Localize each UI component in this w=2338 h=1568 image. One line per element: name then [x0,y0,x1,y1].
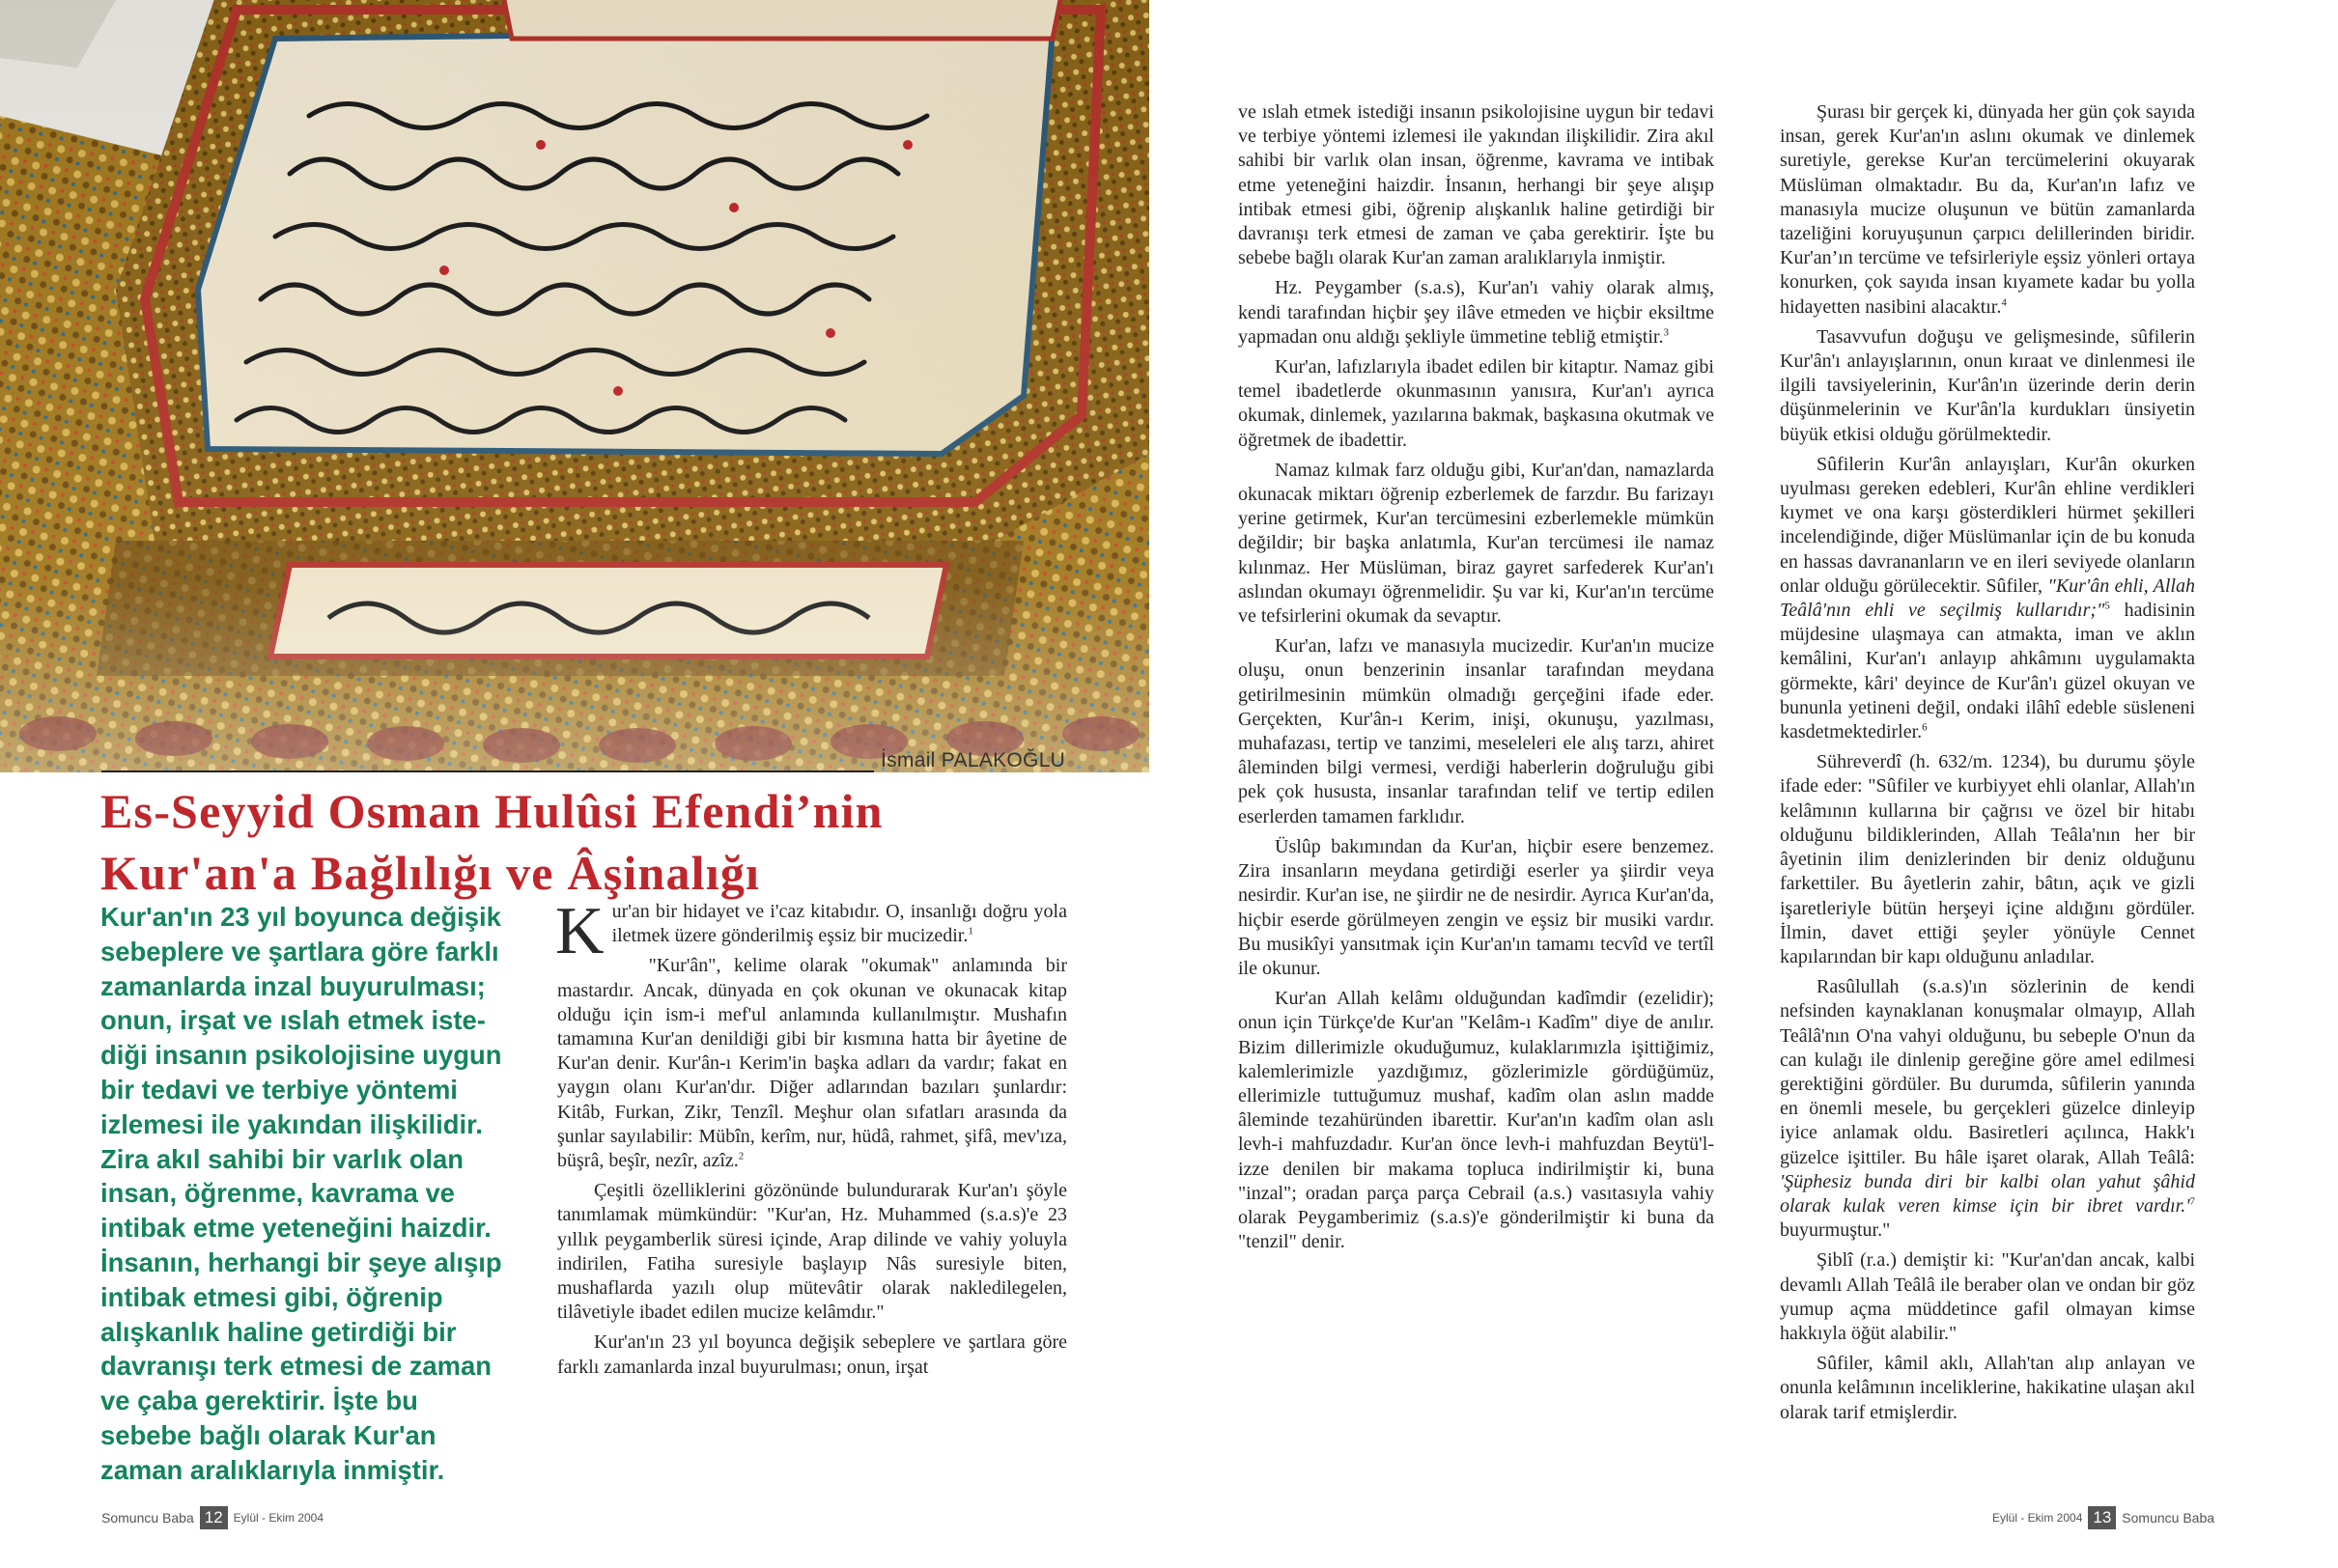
lead-line: Zira akıl sahibi bir varlık olan [100,1143,465,1174]
article-title-line-2: Kur'an'a Bağlılığı ve Âşinalığı [100,846,761,900]
illuminated-manuscript-image [0,0,1149,772]
footnote-ref: 6 [1922,721,1928,734]
paragraph: Kur'an, lafzı ve manasıyla mucizedir. Kur'an'ın mucize oluşu, onun benzerinin insanlar tarafından meydana getirilmesinin mümkün olmadığı gerçeğini ifade eder. Gerçekten, Kur'ân-ı Kerim, inişi, okunuşu, yazılması, muhafazası, tertip ve tanzimi, meseleleri ele alış tarzı, ahiret âleminden bilgi vermesi, verdiği haberlerin doğruluğu gibi pek çok hususta, insanlar tarafından telif ve tertip edilen eserlerden tamamen farklıdır. [1238,635,1714,827]
lead-line: onun, irşat ve ıslah etmek iste- [100,1005,486,1036]
paragraph: Hz. Peygamber (s.a.s), Kur'an'ı vahiy olarak almış, kendi tarafından hiçbir şey ilâve etmeden ve hiçbir eksiltme yapmadan onu aldığı şekliyle ümmetine tebliğ etmiştir.$^3$ [1238,277,1714,348]
footnote-ref: 5 [2104,600,2110,612]
author-name: İsmail PALAKOĞLU [881,749,1066,771]
paragraph: Çeşitli özelliklerini gözönünde bulundurarak Kur'an'ı şöyle tanımlamak mümkündür: "Kur'an, Hz. Muhammed (s.a.s)'e 23 yıllık peygamberlik süresi içinde, Arap dilinde ve vahiy yoluyla indirilen, Fatiha suresiyle başlayıp Nâs suresiyle biten, mushaflarda yazılı olup mütevâtir olarak nakledilegelen, tilâvetiyle ibadet edilen mucize kelâmdır." [557,1180,1067,1324]
footnote-ref: 4 [2001,295,2007,308]
lead-line: sebebe bağlı olarak Kur'an [100,1419,437,1450]
footer-left [101,1506,324,1529]
paragraph: Sûfilerin Kur'ân anlayışları, Kur'ân okurken uyulması gereken edebleri, Kur'ân ehline verdikleri kıymet ve ona karşı gösterdikleri hürmet şekilleri incelendiğinde, diğer Müslümanlar için de bu konuda en hassas davrananların ve en ileri seviyede olanların onlar olduğu görülecektir. Sûfiler, "Kur'ân ehli, Allah Teâlâ'nın ehli ve seçilmiş kullarıdır;"$^5$ hadisinin müjdesine ulaşmaya can atmakta, iman ve aklın kemâlini, Kur'an'ı anlayıp ahkâmını uygulamakta görmekte, kâri' deyince de Kur'ân'ı güzel okuyan ve bununla yetineni değil, ondaki ilâhî edeble süsleneni kasdetmektedirler.$^6$ [1780,453,2196,743]
paragraph: Şiblî (r.a.) demiştir ki: "Kur'an'dan ancak, kalbi devamlı Allah Teâlâ ile beraber olan ve ondan bir göz yumup açma müddetince gafil olmayan kimse hakkıyla öğüt alabilir." [1780,1249,2195,1344]
lead-line: alışkanlık haline getirdiği bir [100,1316,457,1347]
footnote-ref: 3 [1663,326,1669,339]
lead-line: diği insanın psikolojisine uygun [100,1040,502,1071]
issue-date: Eylül - Ekim 2004 [1992,1511,2083,1525]
lead-line: intibak etme yeteneğini haizdir. [100,1213,492,1244]
lead-line: insan, öğrenme, kavrama ve [100,1178,455,1209]
issue-date: Eylül - Ekim 2004 [233,1511,324,1525]
article-title-line-1: Es-Seyyid Osman Hulûsi Efendi’nin [100,784,884,838]
publication-name: Somuncu Baba [101,1510,194,1526]
lead-line: izlemesi ile yakından ilişkilidir. [100,1108,483,1139]
verse-quote: 'Şüphesiz bunda diri bir kalbi olan yahut şâhid olarak kulak veren kimse için bir ibret vardır.' [1780,1170,2195,1217]
lead-line: zaman aralıklarıyla inmiştir. [100,1454,445,1485]
article-title [100,780,1143,904]
lead-line: İnsanın, herhangi bir şeye alışıp [100,1246,502,1277]
hadith-quote: "Kur'ân ehli, Allah Teâlâ'nın ehli ve seçilmiş kullarıdır;" [1780,574,2195,622]
page-number: 12 [200,1506,228,1529]
body-column-3 [1780,100,2195,1425]
paragraph: Üslûp bakımından da Kur'an, hiçbir esere benzemez. Zira insanların meydana getirdiği eserler ya şiirdir veya nesirdir. Kur'an ise, ne şiirdir ne de nesirdir. Ayrıca Kur'an'da, hiçbir eserde görülmeyen zengin ve eşsiz bir musiki vardır. Bu musikîyi yansıtmak için Kur'an'ın tamamı tecvîd ve tertîl ile okunur. [1238,835,1714,979]
paragraph: Şurası bir gerçek ki, dünyada her gün çok sayıda insan, gerek Kur'an'ın aslını okumak ve dinlemek suretiyle, gerekse Kur'an tercümelerini okuyarak Müslüman olmaktadır. Bu da, Kur'an'ın lafız ve manasıyla mucize oluşunun ve bütün zamanlarda tazeliğini koruyuşunun çarpıcı delillerinden biridir. Kur'an’ın tercüme ve tefsirleriyle eşsiz yönleri ortaya konurken, çok sayıda insan kıyamete kadar bu yolla hidayetten nasibini alacaktır.$^4$ [1780,101,2195,318]
drop-cap: K [555,894,605,968]
body-column-1 [555,894,1067,1380]
paragraph: "Kur'ân", kelime olarak "okumak" anlamında bir mastardır. Ancak, dünyada en çok okunan ve okunacak kitap olduğu için ism-i mef'ul anlamında kullanılmıştır. Mushafın tamamına Kur'an denildiği gibi bir kısmına hatta bir âyetine de Kur'an denir. Kur'ân-ı Kerim'in başka adları da vardır; fakat en yaygın olanı Kur'an'dır. Diğer adlarından bazıları şunlardır: Kitâb, Furkan, Zikr, Tenzîl. Meşhur olan sıfatları arasında da şunlar sayılabilir: Mübîn, kerîm, nur, hüdâ, rahmet, şifâ, mev'ıza, büşrâ, beşîr, nezîr, azîz.$^2$ [557,955,1067,1172]
footnote-ref: 2 [738,1150,745,1162]
lead-line: ve çaba gerektirir. İşte bu [100,1386,418,1416]
paragraph: Kur'an bir hidayet ve i'caz kitabıdır. O, insanlığı doğru yola iletmek üzere gönderilmiş eşsiz bir mucizedir.$^1$ [555,894,1067,968]
paragraph: Sühreverdî (h. 632/m. 1234), bu durumu şöyle ifade eder: "Sûfiler ve kurbiyyet ehli olanlar, Allah'ın kelâmının kullarına bir çağrısı ve özel bir hitabı olduğunu bildiklerinden, Allah Teâla'nın her bir âyetinin ilim denizlerinden bir deniz olduğunu farkettiler. Bu âyetlerin zahir, bâtın, açık ve gizli işaretleriyle bütün herşeyi içine aldığını gördüler. İlmin, davet ettiği şeyler yönüyle Cennet kapılarından bir kapı olduğunu anladılar. [1780,751,2195,967]
paragraph: Tasavvufun doğuşu ve gelişmesinde, sûfilerin Kur'ân'ı anlayışlarının, onun kıraat ve dinlenmesi ile ilgili tavsiyelerinin, Kur'ân'ın üzerinde derin derin düşünmelerinin ve Kur'ân'la kurdukları ünsiyetin büyük etkisi olduğu görülmektedir. [1780,325,2195,445]
manuscript-illustration [0,0,1149,772]
body-column-2 [1238,100,1714,1254]
page-number: 13 [2088,1506,2116,1529]
lead-line: davranışı terk etmesi de zaman [100,1351,492,1382]
lead-line: Kur'an'ın 23 yıl boyunca değişik [100,902,501,932]
paragraph: Sûfiler, kâmil aklı, Allah'tan alıp anlayan ve onunla kelâmının inceliklerine, hakikatine ulaşan akıl olarak tarif etmişlerdir. [1780,1353,2195,1423]
paragraph: Namaz kılmak farz olduğu gibi, Kur'an'dan, namazlarda okunacak miktarı öğrenip ezberlemek de farzdır. Bu farizayı yerine getirmek, Kur'an tercümesini ezberlemekle mümkün değildir; bir başka anlatımla, Kur'an tercümesi ile namaz kılınmaz. Her Müslüman, biraz gayret sarfederek Kur'an'ı aslından okumayı öğrenmelidir. Şu var ki, Kur'an'ın tercüme ve tefsirlerini okumak da sevaptır. [1238,459,1714,628]
lead-line: intibak etmesi gibi, öğrenip [100,1281,443,1312]
paragraph: ve ıslah etmek istediği insanın psikolojisine uygun bir tedavi ve terbiye yöntemi izlemesi ile yakından ilişkilidir. Zira akıl sahibi bir varlık olan insan, öğrenme, kavrama ve intibak etme yeteneğini haizdir. İnsanın, herhangi bir şeye alışıp intibak etmesi gibi, öğrenip alışkanlık haline getirdiği bir davranışı terk etmesi de zaman ve çaba gerektirir. İşte bu sebebe bağlı olarak Kur'an zaman aralıklarıyla inmiştir. [1238,101,1714,269]
paragraph: Kur'an Allah kelâmı olduğundan kadîmdir (ezelidir); onun için Türkçe'de Kur'an "Kelâm-ı Kadîm" diye de anılır. Bizim dillerimizle okuduğumuz, kulaklarımızla işittiğimiz, kalemlerimizle yazdığımız, gözlerimizle gördüğümüz, ellerimizle tuttuğumuz mushaf, kadîm olan aslın madde âleminde tezahüründen ibarettir. Kur'an'ın kadîm olan aslı levh-i mahfuzdadır. Kur'an önce levh-i mahfuzdan Beytü'l-izze denilen bir makama topluca indirilmiştir ki, buna "inzal"; oradan parça parça Cebrail (a.s.) vasıtasıyla vahiy olarak Peygamberimiz (s.a.s)'e gönderilmiştir ki buna da "tenzil" denir. [1238,988,1714,1253]
lead-line: zamanlarda inzal buyurulması; [100,970,486,1001]
footer-right [1992,1506,2214,1529]
footnote-ref: 1 [968,925,973,938]
paragraph: Kur'an, lafızlarıyla ibadet edilen bir kitaptır. Namaz gibi temel ibadetlerde okunmasının yanısıra, Kur'an'ı ayrıca okumak, dinlemek, yazılarına bakmak, başkasına okutmak ve öğretmek de ibadettir. [1238,356,1714,451]
publication-name: Somuncu Baba [2122,1510,2215,1526]
byline-rule [101,770,874,772]
lead-line: bir tedavi ve terbiye yöntemi [100,1074,458,1105]
paragraph: Rasûlullah (s.a.s)'ın sözlerinin de kendi nefsinden kaynaklanan konuşmalar olmayıp, Allah Teâlâ'nın O'na vahyi olduğunu, bu sebeple O'nun da can kulağı ile dinlenip gereğine göre amel edilmesi gerektiğini gördüler. Bu durumda, sûfilerin yanında en önemli mesele, bu gerçekleri güzelce dinleyip iyice anlamak oldu. Basiretleri açılınca, Hakk'ı güzelce işittiler. Bu hâle işaret olarak, Allah Teâlâ: 'Şüphesiz bunda diri bir kalbi olan yahut şâhid olarak kulak veren kimse için bir ibret $vardır.'^7$ buyurmuştur." [1780,976,2195,1242]
lead-line: sebeplere ve şartlara göre farklı [100,936,499,966]
footnote-ref: 7 [2189,1195,2195,1208]
lead-paragraph [100,900,540,1488]
paragraph: Kur'an'ın 23 yıl boyunca değişik sebeplere ve şartlara göre farklı zamanlarda inzal buyurulması; onun, irşat [557,1331,1067,1378]
